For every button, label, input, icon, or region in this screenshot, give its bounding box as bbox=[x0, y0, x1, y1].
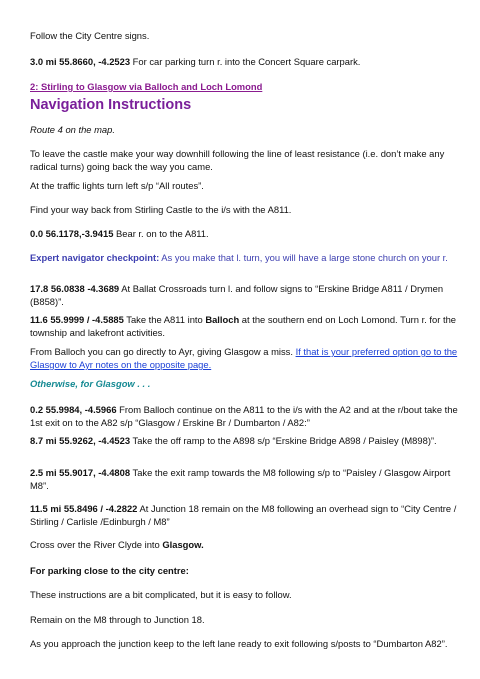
remain-m8-instruction: Remain on the M8 through to Junction 18. bbox=[30, 614, 205, 625]
j18-coordinates: 11.5 mi 55.8496 / -4.2822 bbox=[30, 503, 138, 514]
ballat-coordinates: 17.8 56.0838 -4.3689 bbox=[30, 283, 120, 294]
a82-coordinates: 0.2 55.9984, -4.5966 bbox=[30, 404, 117, 415]
ballat-instruction: 17.8 56.0838 -4.3689 At Ballat Crossroads turn l. and follow signs to “Erskine Bridge A811 / Drymen (B858)”. bbox=[30, 283, 444, 307]
checkpoint-label: Expert navigator checkpoint: bbox=[30, 252, 160, 263]
section-heading: Navigation Instructions bbox=[30, 97, 192, 113]
balloch-instruction: 11.6 55.9999 / -4.5885 Take the A811 into Balloch at the southern end on Loch Lomond. Turn r. for the township and lakefront activities. bbox=[30, 314, 457, 338]
navigator-checkpoint: Expert navigator checkpoint: As you make that l. turn, you will have a large stone church on your r. bbox=[30, 252, 448, 263]
find-way-instruction: Find your way back from Stirling Castle to the i/s with the A811. bbox=[30, 204, 292, 215]
bear-coordinates: 0.0 56.1178,-3.9415 bbox=[30, 228, 114, 239]
clyde-instruction: Cross over the River Clyde into Glasgow. bbox=[30, 539, 204, 550]
otherwise-glasgow-heading: Otherwise, for Glasgow . . . bbox=[30, 378, 151, 389]
a82-instruction: 0.2 55.9984, -4.5966 From Balloch continue on the A811 to the i/s with the A2 and at the r/bout take the 1st exit on to the A82 s/p “Glasgow / Erskine Br / Dumbarton / A82:” bbox=[30, 404, 458, 428]
traffic-lights-instruction: At the traffic lights turn left s/p “All routes”. bbox=[30, 180, 204, 191]
m8-coordinates: 2.5 mi 55.9017, -4.4808 bbox=[30, 467, 131, 478]
complicated-note: These instructions are a bit complicated, but it is easy to follow. bbox=[30, 589, 292, 600]
m8-instruction: 2.5 mi 55.9017, -4.4808 Take the exit ramp towards the M8 following s/p to “Paisley / Glasgow Airport M8”. bbox=[30, 467, 451, 491]
a898-coordinates: 8.7 mi 55.9262, -4.4523 bbox=[30, 435, 131, 446]
bear-instruction: 0.0 56.1178,-3.9415 Bear r. on to the A811. bbox=[30, 228, 209, 239]
carpark-instruction: 3.0 mi 55.8660, -4.2523 For car parking turn r. into the Concert Square carpark. bbox=[30, 56, 361, 67]
balloch-coordinates: 11.6 55.9999 / -4.5885 bbox=[30, 314, 124, 325]
a898-instruction: 8.7 mi 55.9262, -4.4523 Take the off ramp to the A898 s/p “Erskine Bridge A898 / Paisley (M898)”. bbox=[30, 435, 437, 446]
parking-heading: For parking close to the city centre: bbox=[30, 565, 189, 576]
carpark-coordinates: 3.0 mi 55.8660, -4.2523 bbox=[30, 56, 131, 67]
junction-18-instruction: 11.5 mi 55.8496 / -4.2822 At Junction 18 remain on the M8 following an overhead sign to “City Centre / Stirling / Carlisle /Edinburgh / M8” bbox=[30, 503, 457, 527]
route-2-link[interactable]: 2: Stirling to Glasgow via Balloch and Loch Lomond bbox=[30, 81, 263, 92]
ayr-option-text: From Balloch you can go directly to Ayr, giving Glasgow a miss. If that is your preferred option go to the Glasgow to Ayr notes on the opposite page. bbox=[30, 346, 458, 370]
follow-signs-text: Follow the City Centre signs. bbox=[30, 30, 150, 41]
balloch-place: Balloch bbox=[205, 314, 240, 325]
glasgow-to-ayr-link[interactable]: If that is your preferred option go to the Glasgow to Ayr notes on the opposite page. bbox=[30, 346, 458, 370]
route-heading-link-row bbox=[30, 80, 458, 93]
approach-instruction: As you approach the junction keep to the left lane ready to exit following s/posts to “Dumbarton A82”. bbox=[30, 638, 448, 649]
route-map-note: Route 4 on the map. bbox=[30, 124, 115, 135]
glasgow-place: Glasgow. bbox=[162, 539, 204, 550]
castle-instruction: To leave the castle make your way downhill following the line of least resistance (i.e. don’t make any radical turns) going back the way you came. bbox=[30, 148, 445, 172]
